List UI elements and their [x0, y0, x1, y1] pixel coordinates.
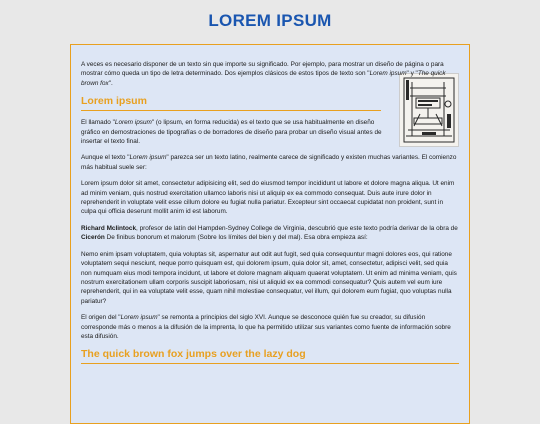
paragraph-cicero-quote: Nemo enim ipsam voluptatem, quia voluptas sit, aspernatur aut odit aut fugit, sed quia consequuntur magni dolores eos, qui ratione voluptatem sequi nesciunt, neque porro quisquam est, qui dolorem ipsum, quia dolor sit, amet, consectetur, adipisci velit, sed quia non numquam eius modi tempora incidunt, ut labore et dolore magnam aliquam quaerat voluptatem. Ut enim ad minima veniam, quis nostrum exercitationem ullam corporis suscipit laboriosam, nisi ut aliquid ex ea commodi consequatur? Quis autem vel eum iure reprehenderit, qui in ea voluptate velit esse, quam nihil molestiae consequatur, vel illum, qui dolorem eum fugiat, quo voluptas nulla pariatur?	[81, 250, 457, 305]
printing-press-engraving-icon	[399, 73, 459, 147]
section-heading-quick-brown-fox: The quick brown fox jumps over the lazy dog	[81, 348, 459, 364]
page-title: LOREM IPSUM	[208, 11, 332, 30]
paragraph-mcclintock: Richard McIintock, profesor de latín del Hampden-Sydney College de Virginia, descubrió que este texto podría derivar de la obra de Cicerón De finibus bonorum et malorum (Sobre los límites del bien y del mal). Esa obra empieza así:	[81, 224, 458, 242]
content-box	[70, 44, 470, 424]
intro-paragraph: A veces es necesario disponer de un texto sin que importe su significado. Por ejemplo, para mostrar un diseño de página o para mostrar cómo queda un tipo de letra determinado. Dos ejemplos clásicos de estos tipos de texto son "Lorem ipsum" y "The quick brown fox".	[81, 61, 446, 87]
paragraph-definition: El llamado "Lorem ipsum" (o lipsum, en forma reducida) es el texto que se usa habitualmente en diseño gráfico en demostraciones de tipografías o de borradores de diseño para probar un diseño visual antes de insertar el texto final.	[81, 119, 382, 146]
section-heading-lorem-ipsum: Lorem ipsum	[81, 95, 381, 111]
paragraph-origin: El origen del "Lorem ipsum" se remonta a principios del siglo XVI. Aunque se desconoce quién fue su creador, su difusión corresponde más o menos a la difusión de la imprenta, lo que ha permitido utilizar sus variantes como fuente de información sobre esta difusión.	[81, 314, 451, 340]
paragraph-lorem-sample: Lorem ipsum dolor sit amet, consectetur adipisicing elit, sed do eiusmod tempor incididunt ut labore et dolore magna aliqua. Ut enim ad minim veniam, quis nostrud exercitation ullamco laboris nisi ut aliquip ex ea commodo consequat. Duis aute irure dolor in reprehenderit in voluptate velit esse cillum dolore eu fugiat nulla pariatur. Excepteur sint occaecat cupidatat non proident, sunt in culpa qui officia deserunt mollit anim id est laborum.	[81, 180, 455, 216]
paragraph-variants: Aunque el texto "Lorem ipsum" parezca ser un texto latino, realmente carece de significado y existen muchas variantes. El comienzo más habitual suele ser:	[81, 154, 457, 171]
